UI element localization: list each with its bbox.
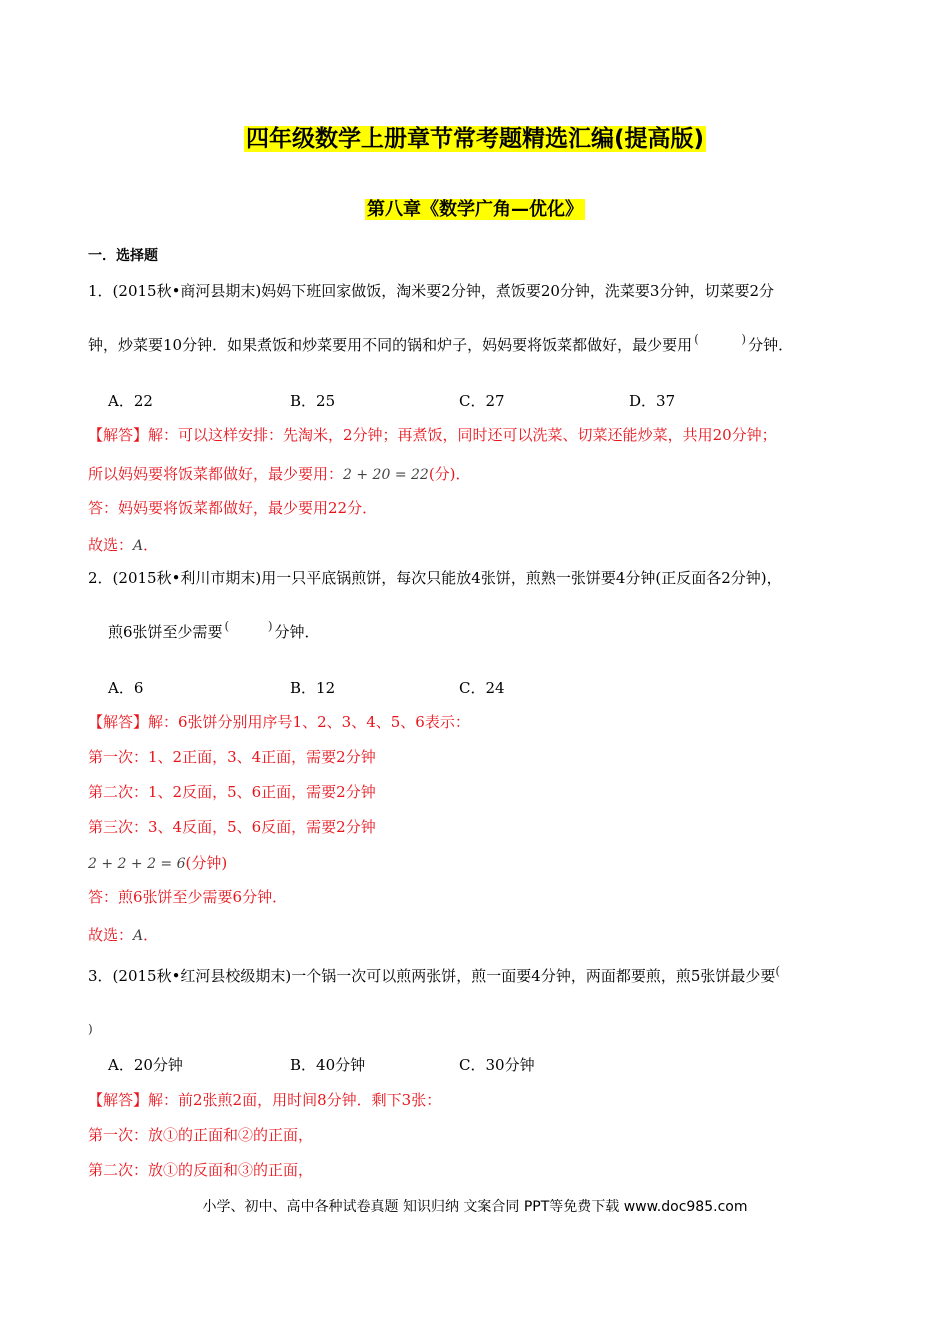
q2-answer-line1: 【解答】解：6张饼分别用序号1、2、3、4、5、6表示： <box>88 713 470 731</box>
q3-option-b: B．40分钟 <box>290 1056 366 1074</box>
q2-step3: 第三次：3、4反面，5、6反面，需要2分钟 <box>88 818 376 836</box>
answer-tag: 【解答】 <box>88 713 149 731</box>
chapter-subtitle: 第八章《数学广角—优化》 <box>367 199 583 220</box>
q2-stem-line2: 煎6张饼至少需要( ) 分钟． <box>108 621 320 643</box>
q2-option-c: C．24 <box>459 679 505 697</box>
q1-answer-line1: 【解答】解：可以这样安排：先淘米，2分钟；再煮饭，同时还可以洗菜、切菜还能炒菜，共用20分钟； <box>88 426 777 444</box>
q2-option-b: B．12 <box>290 679 336 697</box>
q1-formula: 2 + 20 = 22 <box>343 467 429 483</box>
q1-answer-line2: 所以妈妈要将饭菜都做好，最少要用：2 + 20 = 22(分)． <box>88 465 471 483</box>
q1-option-d: D．37 <box>629 392 676 410</box>
q2-answer-choice: 故选：A． <box>88 926 159 944</box>
q1-stem-line2: 钟，炒菜要10分钟．如果煮饭和炒菜要用不同的锅和炉子，妈妈要将饭菜都做好，最少要用( ) 分钟． <box>88 334 793 356</box>
section-heading: 一．选择题 <box>88 248 158 264</box>
q2-formula: 2 + 2 + 2 = 6 <box>88 856 186 872</box>
q2-option-a: A．6 <box>108 679 144 697</box>
document-title: 四年级数学上册章节常考题精选汇编(提高版) <box>245 126 705 152</box>
q2-blank <box>223 623 275 637</box>
q3-step1: 第一次：放①的正面和②的正面， <box>88 1126 314 1144</box>
answer-tag: 【解答】 <box>88 426 149 444</box>
q3-paren-close: ) <box>88 1022 93 1036</box>
q1-answer-choice: 故选：A． <box>88 536 159 554</box>
q2-answer-line2: 答：煎6张饼至少需要6分钟． <box>88 888 288 906</box>
footer-watermark: 小学、初中、高中各种试卷真题 知识归纳 文案合同 PPT等免费下载 www.doc985.com <box>202 1199 748 1215</box>
q1-stem-line1: 1．(2015秋•商河县期末)妈妈下班回家做饭，淘米要2分钟，煮饭要20分钟，洗菜要3分钟，切菜要2分 <box>88 282 774 300</box>
q2-step1: 第一次：1、2正面，3、4正面，需要2分钟 <box>88 748 376 766</box>
q2-step2: 第二次：1、2反面，5、6正面，需要2分钟 <box>88 783 376 801</box>
q1-option-c: C．27 <box>459 392 505 410</box>
q1-blank <box>692 336 748 350</box>
q1-answer-line3: 答：妈妈要将饭菜都做好，最少要用22分． <box>88 499 378 517</box>
q3-stem-line1: 3．(2015秋•红河县校级期末)一个锅一次可以煎两张饼，煎一面要4分钟，两面都要煎，煎5张饼最少要( <box>88 964 781 985</box>
q2-formula-line: 2 + 2 + 2 = 6(分钟) <box>88 854 228 872</box>
q3-answer-line1: 【解答】解：前2张煎2面，用时间8分钟．剩下3张： <box>88 1091 442 1109</box>
q3-paren-open: ( <box>775 964 781 978</box>
q2-stem-line1: 2．(2015秋•利川市期末)用一只平底锅煎饼，每次只能放4张饼，煎熟一张饼要4分钟(正反面各2分钟)， <box>88 569 782 587</box>
q3-option-a: A．20分钟 <box>108 1056 183 1074</box>
answer-tag: 【解答】 <box>88 1091 149 1109</box>
q3-step2: 第二次：放①的反面和③的正面， <box>88 1161 314 1179</box>
q1-option-b: B．25 <box>290 392 336 410</box>
q1-option-a: A．22 <box>108 392 153 410</box>
q3-option-c: C．30分钟 <box>459 1056 535 1074</box>
